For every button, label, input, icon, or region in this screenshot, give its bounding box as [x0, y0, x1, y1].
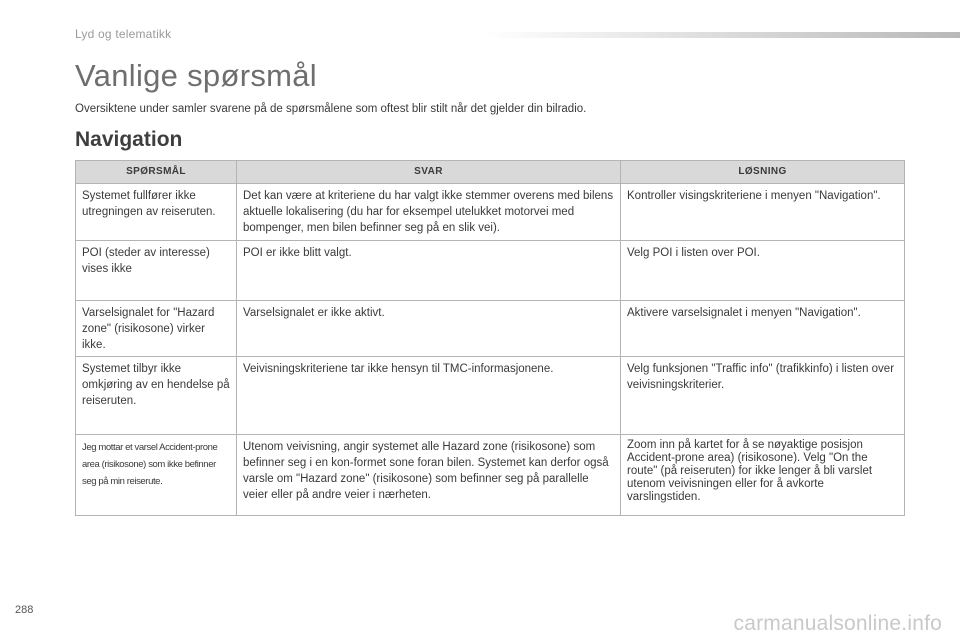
table-row — [76, 357, 905, 435]
answer-cell: POI er ikke blitt valgt. — [237, 241, 621, 301]
solution-cell: Velg POI i listen over POI. — [621, 241, 905, 301]
table-header-row — [76, 161, 905, 184]
page-title: Vanlige spørsmål — [75, 58, 317, 93]
question-cell: Varselsignalet for "Hazard zone" (risikosone) virker ikke. — [76, 301, 237, 357]
table-row — [76, 241, 905, 301]
question-cell: Systemet fullfører ikke utregningen av reiseruten. — [76, 184, 237, 241]
solution-cell: Aktivere varselsignalet i menyen "Navigation". — [621, 301, 905, 357]
section-title: Navigation — [75, 128, 183, 151]
column-header-solution: LØSNING — [621, 161, 905, 184]
solution-cell: Velg funksjonen "Traffic info" (trafikkinfo) i listen over veivisningskriterier. — [621, 357, 905, 435]
solution-cell: Zoom inn på kartet for å se nøyaktige posisjon Accident-prone area) (risikosone). Velg "On the route" (på reiseruten) for ikke lenger å bli varslet utenom veivisningen eller for å avkorte varslingstiden. — [621, 435, 905, 516]
section-label: Lyd og telematikk — [75, 27, 172, 41]
page-number: 288 — [15, 604, 34, 616]
question-cell: POI (steder av interesse) vises ikke — [76, 241, 237, 301]
question-cell: Jeg mottar et varsel Accident-prone area (risikosone) som ikke befinner seg på min reiserute. — [76, 435, 237, 516]
intro-text: Oversiktene under samler svarene på de spørsmålene som oftest blir stilt når det gjelder din bilradio. — [75, 103, 587, 115]
faq-table — [75, 160, 905, 516]
table-row — [76, 435, 905, 516]
answer-cell: Varselsignalet er ikke aktivt. — [237, 301, 621, 357]
answer-cell: Utenom veivisning, angir systemet alle Hazard zone (risikosone) som befinner seg i en kon-formet sone foran bilen. Systemet kan derfor også varsle om "Hazard zone" (risikosone) som befinner seg på parallelle veier eller på andre veier i nærheten. — [237, 435, 621, 516]
header-gradient-bar — [485, 32, 960, 38]
column-header-answer: SVAR — [237, 161, 621, 184]
table-row — [76, 301, 905, 357]
solution-cell: Kontroller visingskriteriene i menyen "Navigation". — [621, 184, 905, 241]
column-header-question: SPØRSMÅL — [76, 161, 237, 184]
watermark-text: carmanualsonline.info — [733, 612, 942, 635]
question-cell: Systemet tilbyr ikke omkjøring av en hendelse på reiseruten. — [76, 357, 237, 435]
answer-cell: Det kan være at kriteriene du har valgt ikke stemmer overens med bilens aktuelle lokalisering (du har for eksempel utelukket motorvei med bompenger, men bilen befinner seg på en slik vei). — [237, 184, 621, 241]
answer-cell: Veivisningskriteriene tar ikke hensyn til TMC-informasjonene. — [237, 357, 621, 435]
table-row — [76, 184, 905, 241]
